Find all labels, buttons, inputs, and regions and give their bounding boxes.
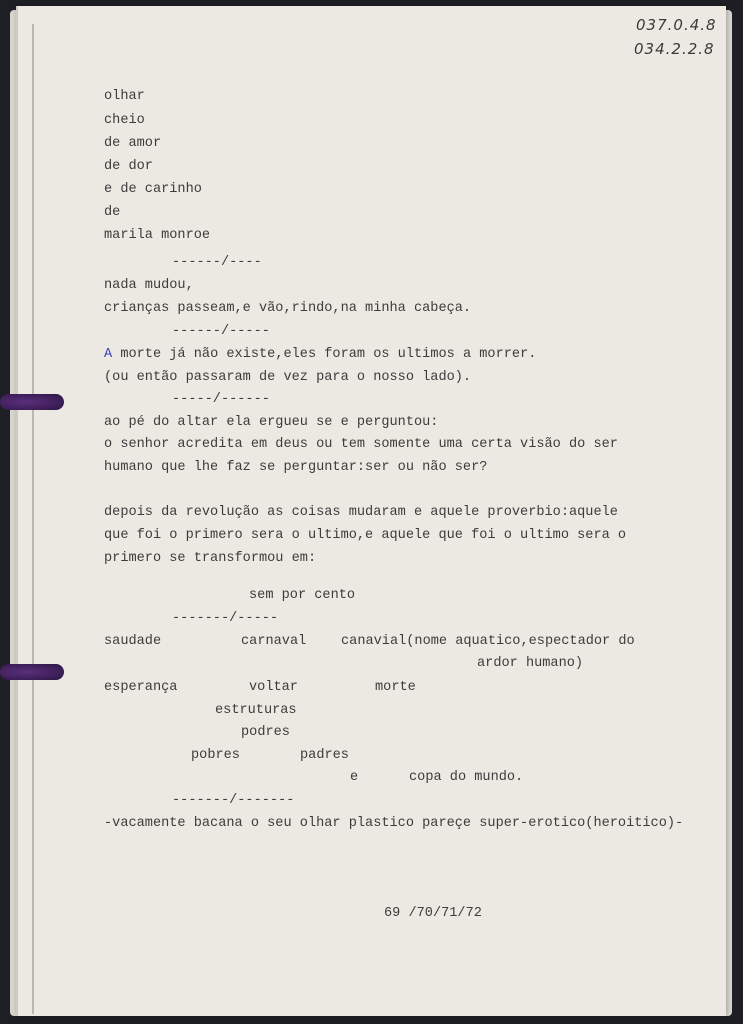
line-que-foi: que foi o primero sera o ultimo,e aquele que foi o ultimo sera o <box>104 528 627 543</box>
word-carnaval: carnaval <box>241 634 307 649</box>
separator-1: ------/---- <box>172 255 262 270</box>
word-canavial: canavial(nome aquatico,espectador do <box>341 634 635 649</box>
archive-code-2: 034.2.2.8 <box>634 40 715 58</box>
word-morte: morte <box>375 680 416 695</box>
line-ao-pe: ao pé do altar ela ergueu se e perguntou: <box>104 415 439 430</box>
line-o-senhor: o senhor acredita em deus ou tem somente uma certa visão do ser <box>104 437 618 452</box>
page-edge <box>32 24 34 1014</box>
word-estruturas: estruturas <box>215 703 297 718</box>
line-primero: primero se transformou em: <box>104 551 317 566</box>
line-cheio: cheio <box>104 113 145 128</box>
word-voltar: voltar <box>249 680 298 695</box>
line-marila-monroe: marila monroe <box>104 228 211 243</box>
line-depois: depois da revolução as coisas mudaram e aquele proverbio:aquele <box>104 505 618 520</box>
separator-4: -------/----- <box>172 611 279 626</box>
date-line: 69 /70/71/72 <box>384 906 482 921</box>
line-morte <box>104 348 536 362</box>
word-saudade: saudade <box>104 634 162 649</box>
line-vacamente: -vacamente bacana o seu olhar plastico pareçe super-erotico(heroitico)- <box>104 816 684 831</box>
binding-string-bottom <box>0 664 64 680</box>
word-padres: padres <box>300 748 349 763</box>
separator-3: -----/------ <box>172 392 270 407</box>
line-de-dor: de dor <box>104 159 153 174</box>
word-pobres: pobres <box>191 748 240 763</box>
separator-2: ------/----- <box>172 324 270 339</box>
word-copa-do-mundo: copa do mundo. <box>409 770 524 785</box>
line-humano: humano que lhe faz se perguntar:ser ou não ser? <box>104 460 488 475</box>
word-e: e <box>350 770 359 785</box>
line-morte-rest: morte já não existe,eles foram os ultimos a morrer. <box>112 347 537 362</box>
line-de-amor: de amor <box>104 136 162 151</box>
line-de: de <box>104 205 121 220</box>
line-criancas: crianças passeam,e vão,rindo,na minha cabeça. <box>104 301 472 316</box>
line-e-de-carinho: e de carinho <box>104 182 202 197</box>
archive-code-1: 037.0.4.8 <box>636 16 717 34</box>
line-ou-entao: (ou então passaram de vez para o nosso lado). <box>104 370 472 385</box>
binding-string-top <box>0 394 64 410</box>
line-nada-mudou: nada mudou, <box>104 278 194 293</box>
blue-initial: A <box>104 347 113 362</box>
word-ardor-humano: ardor humano) <box>477 656 584 671</box>
word-podres: podres <box>241 725 290 740</box>
line-olhar: olhar <box>104 89 145 104</box>
line-sem-por-cento: sem por cento <box>249 588 356 603</box>
separator-5: -------/------- <box>172 793 295 808</box>
word-esperanca: esperança <box>104 680 178 695</box>
